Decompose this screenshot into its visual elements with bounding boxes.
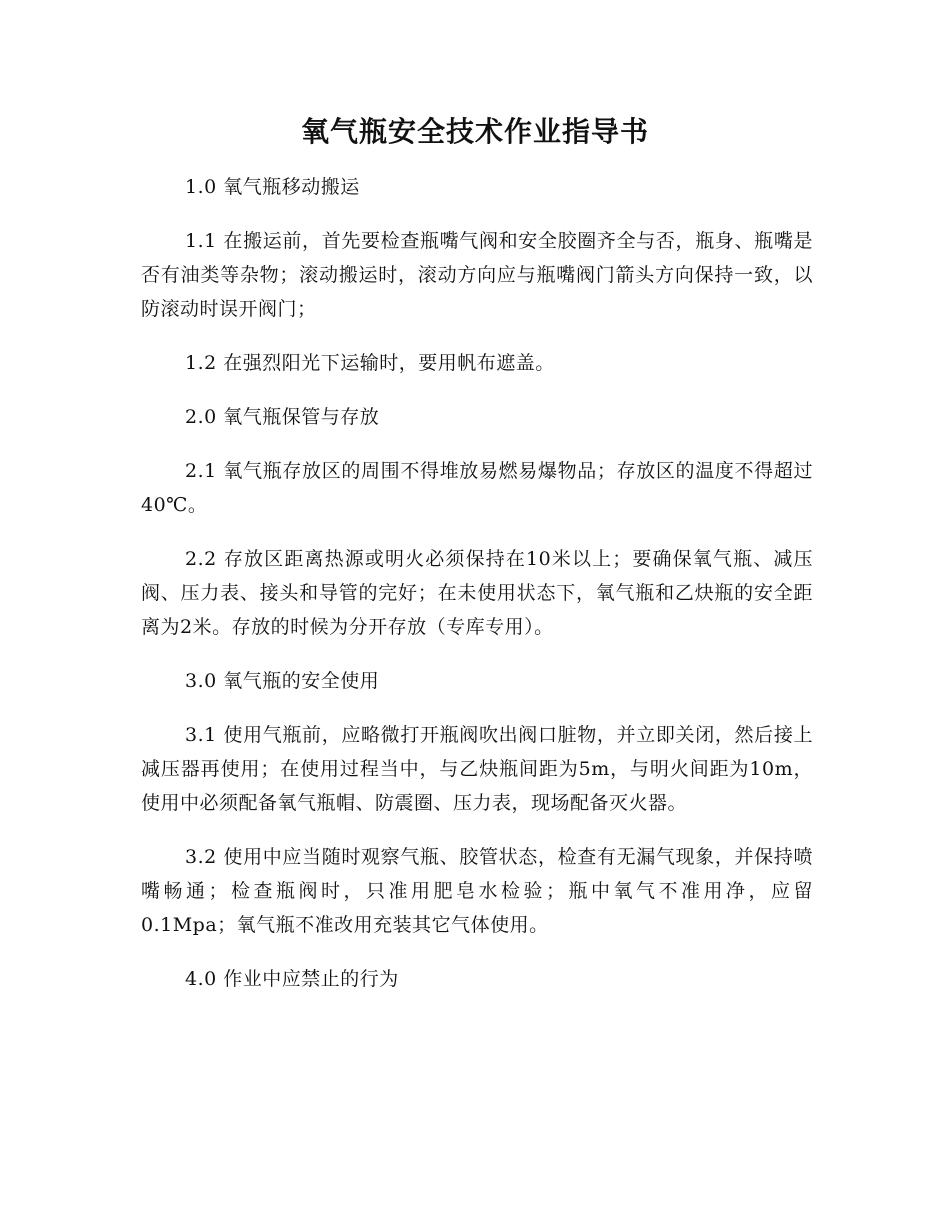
paragraph-2-2: 2.2 存放区距离热源或明火必须保持在10米以上；要确保氧气瓶、减压阀、压力表、接头和导管的完好；在未使用状态下，氧气瓶和乙炔瓶的安全距离为2米。存放的时候为分开存放（专库专用）。 <box>141 548 813 638</box>
paragraph-2-1: 2.1 氧气瓶存放区的周围不得堆放易燃易爆物品；存放区的温度不得超过40℃。 <box>141 460 813 516</box>
paragraph-1-2: 1.2 在强烈阳光下运输时，要用帆布遮盖。 <box>185 352 555 374</box>
paragraph-3-2: 3.2 使用中应当随时观察气瓶、胶管状态，检查有无漏气现象，并保持喷嘴畅通；检查瓶阀时，只准用肥皂水检验；瓶中氧气不准用净，应留0.1Mpa；氧气瓶不准改用充装其它气体使用。 <box>141 846 813 936</box>
section-heading-1-0: 1.0 氧气瓶移动搬运 <box>185 176 360 198</box>
document-body <box>141 170 813 1016</box>
section-heading-4-0: 4.0 作业中应禁止的行为 <box>185 968 399 990</box>
paragraph-1-1: 1.1 在搬运前，首先要检查瓶嘴气阀和安全胶圈齐全与否，瓶身、瓶嘴是否有油类等杂物；滚动搬运时，滚动方向应与瓶嘴阀门箭头方向保持一致，以防滚动时误开阀门； <box>141 230 813 320</box>
section-heading-2-0: 2.0 氧气瓶保管与存放 <box>185 406 380 428</box>
paragraph-3-1: 3.1 使用气瓶前，应略微打开瓶阀吹出阀口脏物，并立即关闭，然后接上减压器再使用；在使用过程当中，与乙炔瓶间距为5m，与明火间距为10m，使用中必须配备氧气瓶帽、防震圈、压力表，现场配备灭火器。 <box>141 724 813 814</box>
document-title: 氧气瓶安全技术作业指导书 <box>300 115 649 148</box>
section-heading-3-0: 3.0 氧气瓶的安全使用 <box>185 670 380 692</box>
